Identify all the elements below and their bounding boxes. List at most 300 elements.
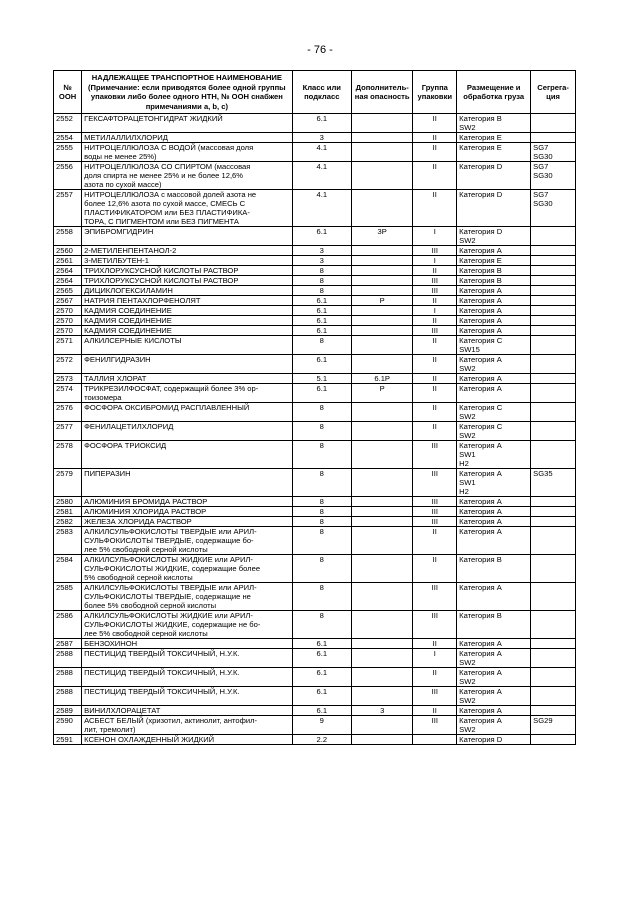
cell-line: III [431, 611, 438, 621]
cell-line: SW1 [459, 478, 476, 488]
cell-line [533, 497, 573, 506]
cell-subsidiary-risk [351, 735, 412, 745]
cell-line [354, 668, 410, 677]
cell-line: КАДМИЯ СОЕДИНЕНИЕ [84, 326, 172, 336]
cell-shipping-name [82, 162, 292, 190]
cell-class [292, 735, 351, 745]
cell-shipping-name [82, 441, 292, 469]
dangerous-goods-table [53, 70, 576, 745]
cell-line: III [431, 517, 438, 527]
table-body [54, 114, 576, 745]
cell-line: II [432, 296, 437, 306]
cell-line: 2578 [56, 441, 73, 451]
cell-line: КАДМИЯ СОЕДИНЕНИЕ [84, 316, 172, 326]
cell-subsidiary-risk [351, 507, 412, 517]
cell-subsidiary-risk [351, 114, 412, 133]
cell-shipping-name [82, 517, 292, 527]
cell-stowage [457, 497, 531, 507]
cell-line: 8 [319, 517, 324, 527]
table-row [54, 326, 576, 336]
cell-line [533, 306, 573, 315]
cell-line: Категория A [459, 497, 502, 507]
cell-line: III [431, 276, 438, 286]
cell-segregation [531, 583, 576, 611]
cell-line: SG7 [533, 190, 549, 200]
cell-line: 2588 [56, 649, 73, 659]
cell-un-number [54, 246, 82, 256]
cell-line: 2570 [56, 326, 73, 336]
cell-line: II [432, 384, 437, 394]
cell-line [533, 256, 573, 265]
cell-line: 3-МЕТИЛБУТЕН-1 [84, 256, 149, 266]
cell-class [292, 266, 351, 276]
cell-un-number [54, 706, 82, 716]
cell-line: АСБЕСТ БЕЛЫЙ (хризотил, актинолит, антофил- [84, 716, 258, 726]
table-row [54, 374, 576, 384]
cell-line: Категория C [459, 422, 503, 432]
cell-class [292, 246, 351, 256]
cell-line [354, 687, 410, 696]
cell-line: АЛКИЛСУЛЬФОКИСЛОТЫ ТВЕРДЫЕ или АРИЛ- [84, 583, 257, 593]
cell-segregation [531, 497, 576, 507]
cell-un-number [54, 133, 82, 143]
cell-segregation [531, 706, 576, 716]
cell-line [533, 555, 573, 564]
cell-class [292, 384, 351, 403]
cell-line: 8 [319, 497, 324, 507]
cell-subsidiary-risk [351, 326, 412, 336]
cell-line: Категория B [459, 266, 502, 276]
cell-subsidiary-risk [351, 143, 412, 162]
cell-line: H2 [459, 459, 469, 469]
cell-line [354, 507, 410, 516]
cell-line: SW2 [459, 658, 476, 668]
cell-line: III [431, 469, 438, 479]
header-packing-group: Группа упаковки [413, 71, 457, 114]
cell-line: 3 [319, 246, 324, 256]
cell-stowage [457, 469, 531, 497]
cell-un-number [54, 517, 82, 527]
cell-un-number [54, 583, 82, 611]
cell-line: II [432, 706, 437, 716]
cell-subsidiary-risk [351, 649, 412, 668]
cell-line: SG30 [533, 152, 553, 162]
cell-packing-group [413, 555, 457, 583]
cell-packing-group [413, 306, 457, 316]
cell-packing-group [413, 687, 457, 706]
cell-class [292, 668, 351, 687]
cell-un-number [54, 276, 82, 286]
cell-class [292, 403, 351, 422]
cell-line [354, 403, 410, 412]
cell-stowage [457, 266, 531, 276]
cell-shipping-name [82, 316, 292, 326]
cell-subsidiary-risk [351, 374, 412, 384]
cell-line [354, 716, 410, 725]
cell-subsidiary-risk [351, 611, 412, 639]
cell-shipping-name [82, 256, 292, 266]
cell-segregation [531, 517, 576, 527]
cell-line: лит, тремолит) [84, 725, 136, 735]
cell-line: III [431, 507, 438, 517]
cell-line: 6.1 [316, 114, 328, 124]
cell-packing-group [413, 355, 457, 374]
cell-line: 2560 [56, 246, 73, 256]
cell-line [354, 649, 410, 658]
cell-line [533, 649, 573, 658]
cell-line: 2576 [56, 403, 73, 413]
cell-line: SG30 [533, 199, 553, 209]
cell-line [354, 190, 410, 199]
cell-line: 8 [319, 441, 324, 451]
table-row [54, 422, 576, 441]
cell-line: I [433, 306, 436, 316]
cell-line: 2588 [56, 668, 73, 678]
cell-shipping-name [82, 527, 292, 555]
cell-line: ФОСФОРА ОКСИБРОМИД РАСПЛАВЛЕННЫЙ [84, 403, 250, 413]
cell-line: СУЛЬФОКИСЛОТЫ ЖИДКИЕ, содержащие не бо- [84, 620, 261, 630]
header-stowage: Размещение и обработка груза [457, 71, 531, 114]
cell-line: НАТРИЯ ПЕНТАХЛОРФЕНОЛЯТ [84, 296, 201, 306]
cell-line: Категория A [459, 583, 502, 593]
cell-line: 2582 [56, 517, 73, 527]
cell-line: II [432, 668, 437, 678]
header-shipping-name-title: НАДЛЕЖАЩЕЕ ТРАНСПОРТНОЕ НАИМЕНОВАНИЕ [91, 73, 282, 82]
cell-line: 2564 [56, 276, 73, 286]
cell-line: 2591 [56, 735, 73, 745]
cell-line: III [431, 246, 438, 256]
cell-line: P [379, 296, 385, 306]
cell-line: более 5% свободной серной кислоты [84, 601, 217, 611]
cell-line: Категория A [459, 355, 502, 365]
cell-line: АЛЮМИНИЯ ХЛОРИДА РАСТВОР [84, 507, 207, 517]
cell-packing-group [413, 276, 457, 286]
cell-line: II [432, 316, 437, 326]
cell-line: 2-МЕТИЛЕНПЕНТАНОЛ-2 [84, 246, 177, 256]
cell-line: 3 [319, 133, 324, 143]
cell-line: 2567 [56, 296, 73, 306]
cell-class [292, 507, 351, 517]
cell-stowage [457, 286, 531, 296]
cell-un-number [54, 306, 82, 316]
cell-un-number [54, 422, 82, 441]
cell-shipping-name [82, 706, 292, 716]
cell-line: ПЕСТИЦИД ТВЕРДЫЙ ТОКСИЧНЫЙ, Н.У.К. [84, 687, 240, 697]
cell-line: ВИНИЛХЛОРАЦЕТАТ [84, 706, 161, 716]
cell-segregation [531, 355, 576, 374]
cell-subsidiary-risk [351, 316, 412, 326]
cell-line: 2.2 [316, 735, 328, 745]
cell-line [533, 276, 573, 285]
cell-line [354, 441, 410, 450]
cell-class [292, 374, 351, 384]
cell-line [533, 355, 573, 364]
cell-line: Категория A [459, 296, 502, 306]
cell-line [533, 133, 573, 142]
cell-shipping-name [82, 403, 292, 422]
cell-subsidiary-risk [351, 639, 412, 649]
cell-line: III [431, 441, 438, 451]
cell-stowage [457, 507, 531, 517]
cell-stowage [457, 246, 531, 256]
cell-stowage [457, 517, 531, 527]
cell-line: Категория A [459, 246, 502, 256]
cell-packing-group [413, 256, 457, 266]
cell-line: 2581 [56, 507, 73, 517]
header-un-number: № ООН [54, 71, 82, 114]
cell-packing-group [413, 527, 457, 555]
cell-class [292, 497, 351, 507]
cell-stowage [457, 668, 531, 687]
cell-line [354, 316, 410, 325]
page-number: - 76 - [307, 44, 333, 56]
cell-line: 2580 [56, 497, 73, 507]
table-row [54, 227, 576, 246]
cell-packing-group [413, 190, 457, 227]
cell-subsidiary-risk [351, 266, 412, 276]
cell-shipping-name [82, 507, 292, 517]
header-shipping-name [82, 71, 292, 114]
cell-subsidiary-risk [351, 384, 412, 403]
cell-class [292, 336, 351, 355]
cell-line [354, 162, 410, 171]
cell-shipping-name [82, 246, 292, 256]
cell-subsidiary-risk [351, 355, 412, 374]
cell-line: ПИПЕРАЗИН [84, 469, 131, 479]
cell-line: II [432, 355, 437, 365]
cell-packing-group [413, 583, 457, 611]
cell-segregation [531, 384, 576, 403]
cell-line [533, 668, 573, 677]
cell-shipping-name [82, 469, 292, 497]
cell-packing-group [413, 133, 457, 143]
cell-line: 2565 [56, 286, 73, 296]
cell-stowage [457, 227, 531, 246]
cell-stowage [457, 374, 531, 384]
cell-line: Категория A [459, 668, 502, 678]
cell-packing-group [413, 716, 457, 735]
cell-line: SG29 [533, 716, 553, 726]
cell-line: II [432, 422, 437, 432]
cell-line: Категория E [459, 133, 502, 143]
cell-line: Категория B [459, 276, 502, 286]
cell-line: 2558 [56, 227, 73, 237]
cell-class [292, 517, 351, 527]
cell-class [292, 527, 351, 555]
cell-line: Категория D [459, 162, 503, 172]
cell-line [354, 639, 410, 648]
cell-shipping-name [82, 649, 292, 668]
cell-stowage [457, 316, 531, 326]
cell-line: ФОСФОРА ТРИОКСИД [84, 441, 167, 451]
cell-line: 2571 [56, 336, 73, 346]
cell-line: 3 [319, 256, 324, 266]
cell-segregation [531, 306, 576, 316]
cell-line [533, 611, 573, 620]
cell-line: 6.1 [316, 316, 328, 326]
cell-class [292, 687, 351, 706]
cell-line: 2588 [56, 687, 73, 697]
cell-line: II [432, 266, 437, 276]
cell-packing-group [413, 296, 457, 306]
cell-packing-group [413, 286, 457, 296]
cell-packing-group [413, 246, 457, 256]
cell-class [292, 227, 351, 246]
cell-line: Категория C [459, 336, 503, 346]
cell-class [292, 256, 351, 266]
cell-un-number [54, 326, 82, 336]
cell-packing-group [413, 384, 457, 403]
cell-line: III [431, 716, 438, 726]
cell-segregation [531, 133, 576, 143]
cell-stowage [457, 649, 531, 668]
cell-shipping-name [82, 668, 292, 687]
cell-class [292, 469, 351, 497]
cell-line: ГЕКСАФТОРАЦЕТОНГИДРАТ ЖИДКИЙ [84, 114, 223, 124]
cell-line [533, 286, 573, 295]
cell-line: НИТРОЦЕЛЛЮЛОЗА СО СПИРТОМ (массовая [84, 162, 251, 172]
cell-segregation [531, 316, 576, 326]
cell-line [533, 114, 573, 123]
cell-un-number [54, 355, 82, 374]
cell-un-number [54, 266, 82, 276]
cell-packing-group [413, 469, 457, 497]
table-row [54, 256, 576, 266]
cell-line [533, 374, 573, 383]
table-row [54, 296, 576, 306]
cell-un-number [54, 162, 82, 190]
cell-segregation [531, 716, 576, 735]
cell-line [533, 403, 573, 412]
cell-line: Категория D [459, 190, 503, 200]
cell-stowage [457, 114, 531, 133]
cell-un-number [54, 296, 82, 306]
cell-line: Категория A [459, 517, 502, 527]
cell-line [533, 441, 573, 450]
cell-stowage [457, 583, 531, 611]
cell-line: АЛЮМИНИЯ БРОМИДА РАСТВОР [84, 497, 208, 507]
cell-line: Категория A [459, 706, 502, 716]
cell-line: II [432, 162, 437, 172]
cell-un-number [54, 374, 82, 384]
cell-class [292, 422, 351, 441]
cell-line: SW2 [459, 725, 476, 735]
cell-segregation [531, 296, 576, 306]
cell-subsidiary-risk [351, 403, 412, 422]
cell-line: Категория A [459, 469, 502, 479]
cell-un-number [54, 611, 82, 639]
cell-line: SW2 [459, 364, 476, 374]
cell-line: 8 [319, 527, 324, 537]
cell-line [354, 286, 410, 295]
cell-line [533, 706, 573, 715]
cell-stowage [457, 336, 531, 355]
cell-line: лее 5% свободной серной кислоты [84, 629, 208, 639]
cell-class [292, 276, 351, 286]
cell-packing-group [413, 162, 457, 190]
cell-shipping-name [82, 190, 292, 227]
cell-line: Категория A [459, 441, 502, 451]
cell-subsidiary-risk [351, 286, 412, 296]
cell-line: воды не менее 25%) [84, 152, 157, 162]
cell-segregation [531, 735, 576, 745]
cell-line: 6.1 [316, 668, 328, 678]
cell-line: ТОРА, С ПИГМЕНТОМ или БЕЗ ПИГМЕНТА [84, 217, 239, 227]
cell-line: Категория B [459, 555, 502, 565]
cell-subsidiary-risk [351, 336, 412, 355]
cell-subsidiary-risk [351, 306, 412, 316]
cell-un-number [54, 735, 82, 745]
cell-un-number [54, 527, 82, 555]
cell-line [354, 611, 410, 620]
cell-shipping-name [82, 384, 292, 403]
table-row [54, 706, 576, 716]
cell-shipping-name [82, 306, 292, 316]
cell-line: II [432, 336, 437, 346]
table-row [54, 555, 576, 583]
cell-line: 3P [377, 227, 387, 237]
cell-packing-group [413, 706, 457, 716]
cell-line: 6.1 [316, 384, 328, 394]
cell-line [533, 527, 573, 536]
cell-packing-group [413, 517, 457, 527]
cell-line [354, 497, 410, 506]
cell-line: 4.1 [316, 162, 328, 172]
cell-line [354, 517, 410, 526]
cell-line: Категория E [459, 143, 502, 153]
cell-subsidiary-risk [351, 469, 412, 497]
cell-line: 6.1 [316, 296, 328, 306]
cell-subsidiary-risk [351, 527, 412, 555]
cell-subsidiary-risk [351, 555, 412, 583]
cell-shipping-name [82, 374, 292, 384]
table-row [54, 336, 576, 355]
cell-class [292, 706, 351, 716]
cell-line: тоизомера [84, 393, 122, 403]
cell-line: 6.1 [316, 687, 328, 697]
table-row [54, 716, 576, 735]
cell-line: II [432, 190, 437, 200]
cell-line [533, 735, 573, 744]
cell-line: 8 [319, 266, 324, 276]
cell-subsidiary-risk [351, 133, 412, 143]
cell-line: 2590 [56, 716, 73, 726]
cell-line: 8 [319, 276, 324, 286]
cell-segregation [531, 441, 576, 469]
cell-shipping-name [82, 114, 292, 133]
cell-subsidiary-risk [351, 441, 412, 469]
cell-line: 2555 [56, 143, 73, 153]
table-header-row [54, 71, 576, 114]
cell-class [292, 441, 351, 469]
cell-line: 8 [319, 469, 324, 479]
cell-line [354, 133, 410, 142]
cell-line: SW2 [459, 677, 476, 687]
cell-line: 2557 [56, 190, 73, 200]
cell-line: 2589 [56, 706, 73, 716]
cell-line: I [433, 227, 436, 237]
cell-un-number [54, 384, 82, 403]
cell-line: II [432, 639, 437, 649]
cell-packing-group [413, 497, 457, 507]
table-row [54, 266, 576, 276]
cell-shipping-name [82, 326, 292, 336]
cell-subsidiary-risk [351, 668, 412, 687]
cell-line: II [432, 114, 437, 124]
cell-line [533, 266, 573, 275]
cell-packing-group [413, 611, 457, 639]
cell-line: азота по сухой массе) [84, 180, 162, 190]
